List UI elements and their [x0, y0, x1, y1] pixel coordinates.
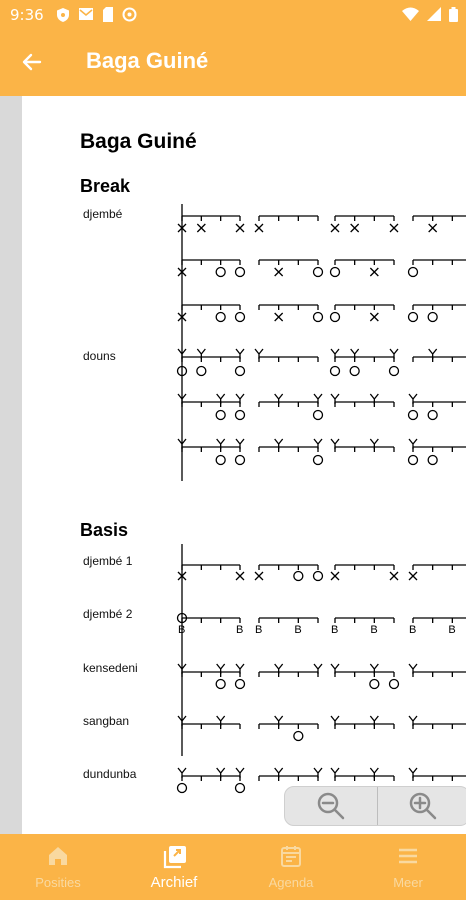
stroke-x — [429, 224, 437, 232]
mail-icon — [78, 7, 94, 21]
document-title: Baga Guiné — [80, 130, 197, 153]
status-time: 9:36 — [10, 6, 44, 24]
stroke-o — [197, 367, 206, 376]
status-bar — [0, 0, 466, 30]
stroke-b: B — [294, 624, 302, 636]
nav-label: Meer — [393, 875, 423, 890]
stroke-x — [351, 224, 359, 232]
stroke-o — [370, 680, 379, 689]
stroke-o — [390, 367, 399, 376]
stroke-b: B — [448, 624, 456, 636]
stroke-o — [216, 456, 225, 465]
stroke-x — [236, 572, 244, 580]
sim-card-icon — [102, 7, 114, 22]
stroke-o — [236, 456, 245, 465]
section-heading-basis: Basis — [80, 520, 129, 540]
stroke-o — [216, 313, 225, 322]
stroke-o — [350, 367, 359, 376]
stroke-o — [390, 680, 399, 689]
stroke-o — [314, 456, 323, 465]
stroke-o — [314, 411, 323, 420]
stroke-b: B — [236, 624, 244, 636]
stroke-b: B — [331, 624, 339, 636]
zoom-controls — [284, 786, 466, 826]
stroke-x — [331, 224, 339, 232]
stroke-o — [236, 680, 245, 689]
signal-icon — [427, 7, 441, 21]
nav-item-meer[interactable] — [350, 834, 466, 900]
nav-item-archief[interactable] — [116, 834, 232, 900]
wifi-icon — [402, 7, 419, 21]
stroke-o — [314, 572, 323, 581]
zoom-out-icon — [316, 791, 346, 821]
stroke-b: B — [178, 624, 186, 636]
instrument-label: djembé 1 — [83, 554, 133, 568]
stroke-o — [409, 313, 418, 322]
page-title: Baga Guiné — [86, 48, 209, 73]
instrument-label: djembé — [83, 207, 123, 221]
stroke-x — [331, 572, 339, 580]
stroke-o — [236, 367, 245, 376]
stroke-x — [197, 224, 205, 232]
section-heading-break: Break — [80, 176, 131, 196]
back-arrow-icon[interactable] — [20, 50, 44, 78]
stroke-o — [236, 784, 245, 793]
instrument-label: douns — [83, 349, 116, 363]
zoom-in-button[interactable] — [377, 787, 466, 825]
stroke-o — [409, 411, 418, 420]
stroke-o — [331, 313, 340, 322]
stroke-o — [216, 268, 225, 277]
nav-label: Archief — [150, 874, 198, 891]
rhythm-notation — [22, 96, 466, 834]
stroke-o — [428, 313, 437, 322]
stroke-x — [255, 572, 263, 580]
app-bar — [0, 30, 466, 96]
zoom-in-icon — [408, 791, 438, 821]
notification-icons — [56, 7, 137, 23]
instrument-label: djembé 2 — [83, 607, 133, 621]
nav-label: Agenda — [268, 875, 314, 890]
stroke-o — [294, 572, 303, 581]
stroke-x — [236, 224, 244, 232]
nav-item-agenda[interactable] — [233, 834, 349, 900]
stroke-x — [370, 268, 378, 276]
archive-icon — [162, 844, 188, 870]
document-page — [22, 96, 466, 834]
shield-icon — [56, 7, 70, 23]
menu-icon — [396, 844, 420, 868]
stroke-x — [370, 313, 378, 321]
instrument-label: sangban — [83, 714, 130, 728]
stroke-o — [331, 268, 340, 277]
nav-item-posities[interactable] — [0, 834, 116, 900]
stroke-o — [236, 411, 245, 420]
stroke-x — [275, 313, 283, 321]
instrument-label: kensedeni — [83, 661, 138, 675]
cast-off-icon — [122, 7, 137, 22]
stroke-o — [294, 732, 303, 741]
stroke-b: B — [409, 624, 417, 636]
stroke-x — [255, 224, 263, 232]
stroke-x — [390, 572, 398, 580]
nav-label: Posities — [35, 875, 81, 890]
stroke-o — [314, 313, 323, 322]
home-icon — [46, 844, 70, 868]
stroke-o — [236, 313, 245, 322]
stroke-o — [178, 784, 187, 793]
stroke-o — [216, 680, 225, 689]
stroke-o — [409, 456, 418, 465]
battery-icon — [449, 7, 458, 22]
stroke-o — [331, 367, 340, 376]
system-icons — [402, 7, 458, 22]
stroke-o — [409, 268, 418, 277]
stroke-b: B — [255, 624, 263, 636]
calendar-icon — [279, 844, 303, 868]
zoom-out-button[interactable] — [285, 787, 378, 825]
document-viewer[interactable] — [0, 96, 466, 834]
stroke-x — [409, 572, 417, 580]
stroke-o — [428, 456, 437, 465]
stroke-o — [236, 268, 245, 277]
stroke-x — [275, 268, 283, 276]
stroke-o — [314, 268, 323, 277]
instrument-label: dundunba — [83, 767, 137, 781]
bottom-navigation — [0, 834, 466, 900]
stroke-o — [216, 411, 225, 420]
stroke-b: B — [370, 624, 378, 636]
stroke-o — [428, 411, 437, 420]
stroke-x — [390, 224, 398, 232]
